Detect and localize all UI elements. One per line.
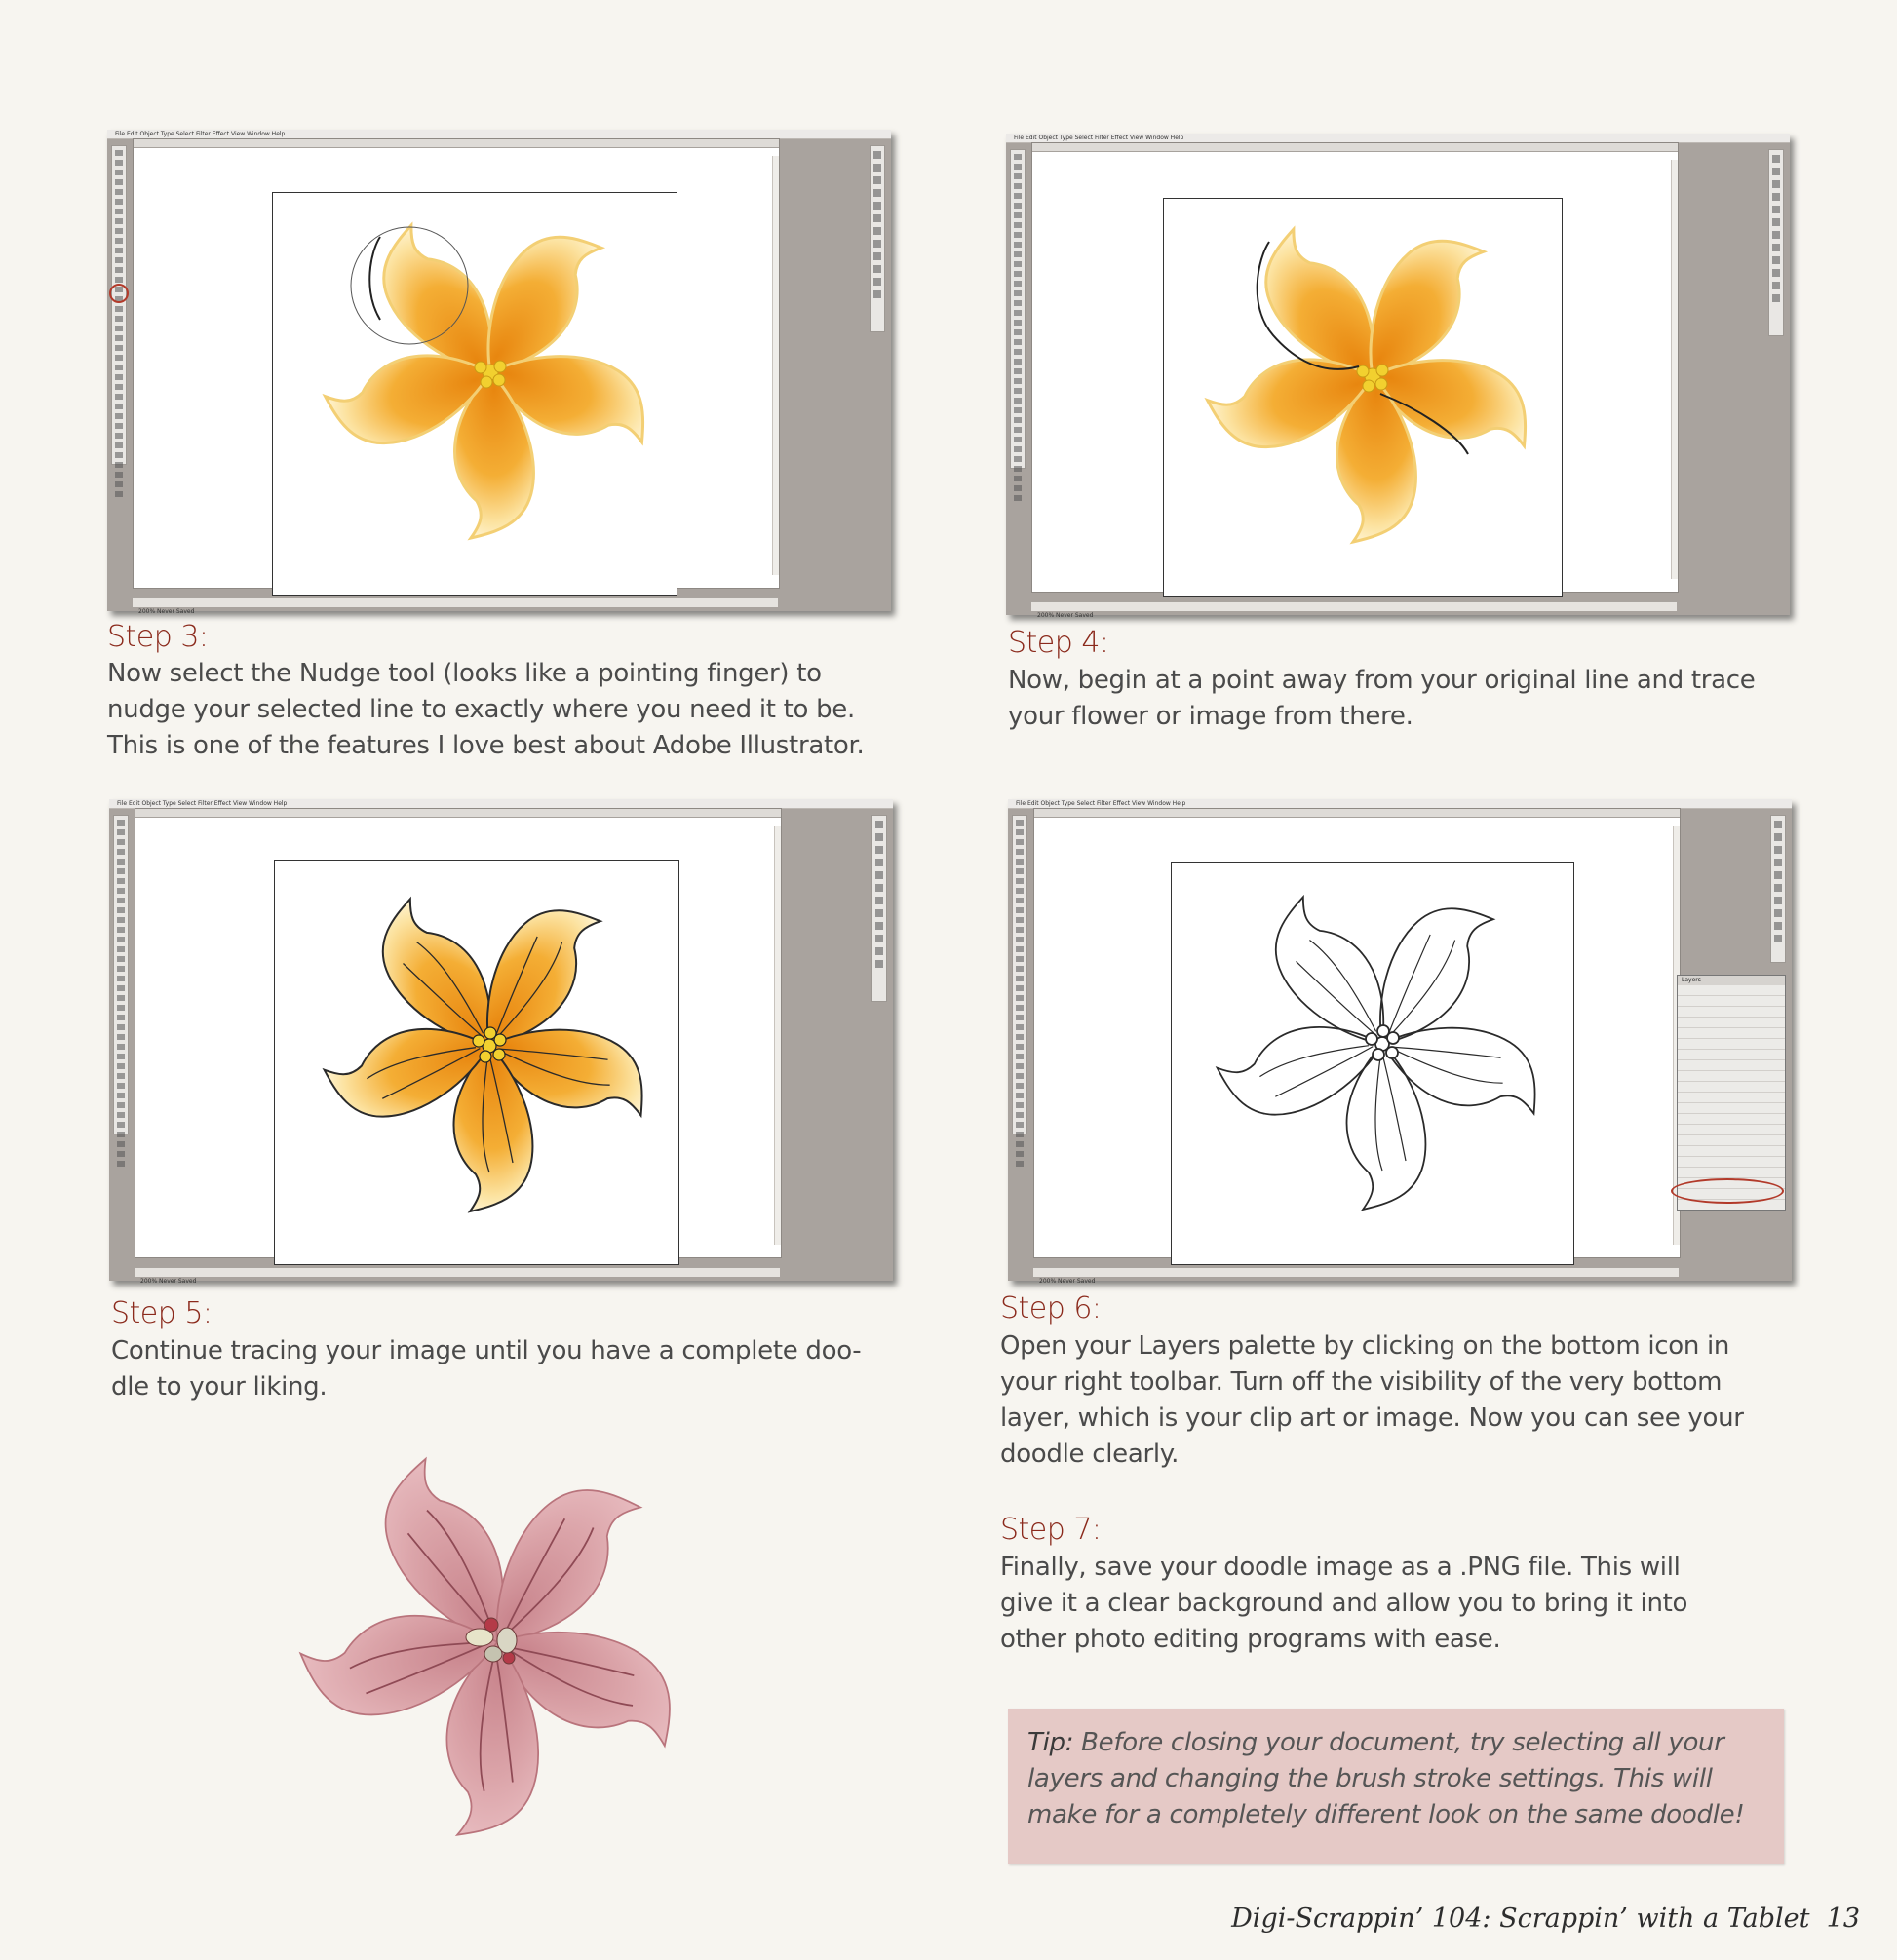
app-menubar[interactable]: File Edit Object Type Select Filter Effect View Window Help xyxy=(109,799,893,809)
status-text: 200% Never Saved xyxy=(140,1278,197,1285)
tip-line-3: make for a completely different look on the same doodle! xyxy=(1027,1800,1745,1829)
artboard xyxy=(272,192,678,596)
tool-highlight-circle xyxy=(109,284,129,303)
status-text: 200% Never Saved xyxy=(138,608,195,615)
step-7-text xyxy=(1000,1550,1809,1658)
app-menubar[interactable]: File Edit Object Type Select Filter Effect View Window Help xyxy=(1008,799,1792,809)
status-bar xyxy=(1033,1267,1679,1285)
text-line: Finally, save your doodle image as a .PNG file. This will xyxy=(1000,1553,1681,1582)
step-4-text xyxy=(1008,663,1817,735)
document-tab[interactable] xyxy=(1032,143,1678,152)
tip-lead: Tip: xyxy=(1027,1728,1074,1757)
document-window xyxy=(135,808,782,1258)
pink-flower-illustration xyxy=(244,1433,712,1842)
text-line: your right toolbar. Turn off the visibility of the very bottom xyxy=(1000,1367,1723,1397)
screenshot-step-4 xyxy=(1006,134,1790,619)
step-6-text xyxy=(1000,1328,1809,1473)
vertical-scrollbar[interactable] xyxy=(774,826,781,1245)
text-line: This is one of the features I love best about Adobe Illustrator. xyxy=(107,731,865,760)
text-line: other photo editing programs with ease. xyxy=(1000,1625,1501,1654)
tip-text xyxy=(1027,1725,1768,1833)
step-7-title: Step 7: xyxy=(1000,1513,1102,1547)
document-tab[interactable] xyxy=(134,139,779,148)
screenshot-step-3 xyxy=(107,130,891,615)
vertical-scrollbar[interactable] xyxy=(772,156,779,575)
layers-palette[interactable] xyxy=(1677,975,1786,1211)
tools-panel[interactable] xyxy=(111,145,127,465)
bottom-layer-highlight xyxy=(1671,1178,1784,1204)
text-line: Now, begin at a point away from your original line and trace xyxy=(1008,666,1756,695)
tools-panel[interactable] xyxy=(1010,149,1026,469)
page-footer xyxy=(1231,1903,1860,1934)
page-number: 13 xyxy=(1826,1903,1860,1934)
vertical-scrollbar[interactable] xyxy=(1671,160,1678,579)
right-toolbar[interactable] xyxy=(1770,815,1786,963)
document-window xyxy=(133,138,780,589)
status-text: 200% Never Saved xyxy=(1037,612,1094,619)
flower-outline-illustration xyxy=(1172,863,1573,1264)
app-menubar[interactable]: File Edit Object Type Select Filter Effect View Window Help xyxy=(107,130,891,139)
flower-illustration xyxy=(1164,199,1562,596)
artboard xyxy=(1163,198,1563,597)
step-5-title: Step 5: xyxy=(111,1296,213,1330)
text-line: give it a clear background and allow you to bring it into xyxy=(1000,1589,1688,1618)
status-text: 200% Never Saved xyxy=(1039,1278,1096,1285)
step-6-title: Step 6: xyxy=(1000,1291,1102,1326)
text-line: Continue tracing your image until you have a complete doo- xyxy=(111,1336,862,1365)
screenshot-step-6 xyxy=(1008,799,1792,1285)
text-line: Now select the Nudge tool (looks like a pointing finger) to xyxy=(107,659,822,688)
tip-line-1: Before closing your document, try selecting all your xyxy=(1073,1728,1724,1757)
status-bar xyxy=(1031,601,1677,619)
artboard xyxy=(1171,862,1574,1265)
text-line: Open your Layers palette by clicking on the bottom icon in xyxy=(1000,1331,1730,1361)
document-window xyxy=(1031,142,1679,593)
document-tab[interactable] xyxy=(1034,809,1680,818)
screenshot-step-5 xyxy=(109,799,893,1285)
document-tab[interactable] xyxy=(136,809,781,818)
step-3-text xyxy=(107,656,916,764)
status-bar xyxy=(133,597,778,615)
step-3-title: Step 3: xyxy=(107,620,209,654)
right-toolbar[interactable] xyxy=(870,145,885,332)
book-title: Digi-Scrappin’ 104: Scrappin’ with a Tablet xyxy=(1231,1903,1810,1934)
step-5-text xyxy=(111,1333,920,1405)
step-4-title: Step 4: xyxy=(1008,626,1109,660)
layers-palette-title: Layers xyxy=(1678,976,1785,985)
tools-panel[interactable] xyxy=(113,815,129,1134)
app-menubar[interactable]: File Edit Object Type Select Filter Effect View Window Help xyxy=(1006,134,1790,143)
flower-illustration xyxy=(275,861,678,1264)
text-line: your flower or image from there. xyxy=(1008,702,1413,731)
text-line: nudge your selected line to exactly where you need it to be. xyxy=(107,695,855,724)
right-toolbar[interactable] xyxy=(871,815,887,1002)
status-bar xyxy=(135,1267,780,1285)
tools-panel[interactable] xyxy=(1012,815,1027,1134)
text-line: doodle clearly. xyxy=(1000,1440,1180,1469)
tip-box xyxy=(1008,1709,1784,1864)
flower-illustration xyxy=(273,193,677,595)
text-line: layer, which is your clip art or image. Now you can see your xyxy=(1000,1403,1744,1433)
text-line: dle to your liking. xyxy=(111,1372,328,1402)
right-toolbar[interactable] xyxy=(1768,149,1784,336)
artboard xyxy=(274,860,679,1265)
tip-line-2: layers and changing the brush stroke settings. This will xyxy=(1027,1764,1713,1793)
document-window xyxy=(1033,808,1681,1258)
